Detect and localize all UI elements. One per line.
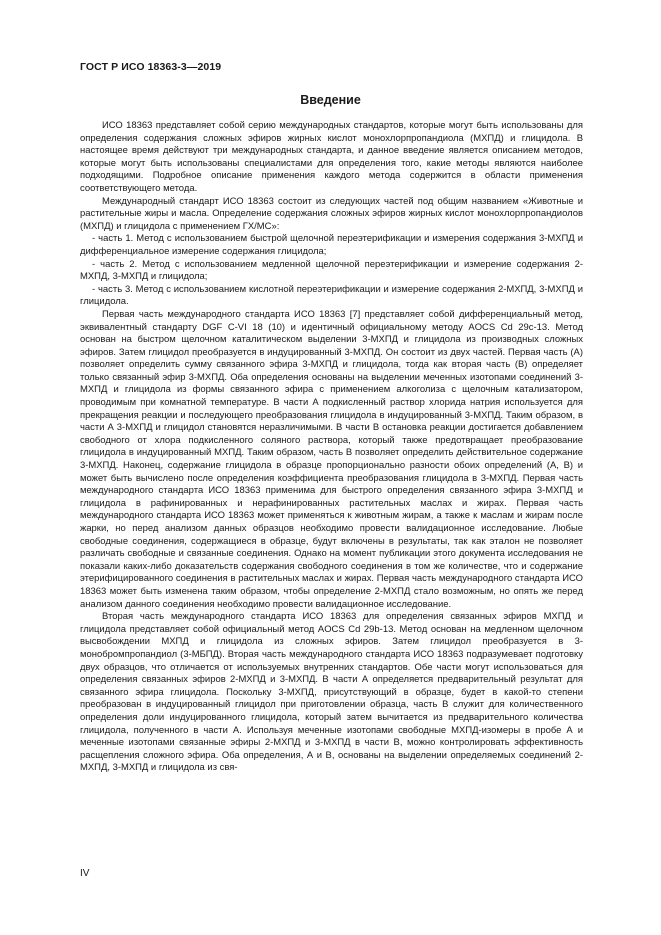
paragraph-parts-list: Международный стандарт ИСО 18363 состоит из следующих частей под общим названием «Животные и растительные жиры и масла. Определение содержания сложных эфиров жирных кислот монохлорпропандиолов (МХПД) и глицидола с применением ГХ/МС»: (80, 195, 583, 232)
paragraph-part-2-description: Вторая часть международного стандарта ИСО 18363 для определения связанных эфиров МХПД и глицидола представляет собой официальный метод AOCS Cd 29b-13. Метод основан на медленном щелочном высвобождении МХПД и глицидола из сложных эфиров. Затем глицидол преобразуется в 3-монобромпропандиол (3-МБПД). Вторая часть международного стандарта ИСО 18363 подразумевает подготовку двух образцов, что отличается от используемых внутренних стандартов. Обе части могут использоваться для определения связанных эфиров 2-МХПД и 3-МХПД. В части А определяется предварительный результат для связанного эфира глицидола. Поскольку 3-МХПД, присутствующий в образце, будет в какой-то степени преобразован в индуцированный глицидол при приготовлении образца, часть В служит для количественного определения доли индуцированного глицидола, который затем вычитается из предварительного количества глицидола, полученного в части А. Используя меченные изотопами свободные МХПД-изомеры в пробе А и меченные изотопами связанные эфиры 2-МХПД и 3-МХПД в части В, можно контролировать эффективность расщепления сложного эфира. Оба определения, А и В, основаны на выделении определяемых соединений 2-МХПД, 3-МХПД и глицидола из свя- (80, 611, 583, 774)
body-text (80, 120, 583, 775)
paragraph-intro: ИСО 18363 представляет собой серию международных стандартов, которые могут быть использованы для определения содержания сложных эфиров жирных кислот монохлорпропандиола (МХПД) и глицидола. В настоящее время действуют три международных стандарта, и данное введение является описанием методов, которые могут быть использованы специалистами для определения того, какие методы являются наиболее подходящими. Подробное описание применения каждого метода содержится в области применения соответствующего метода. (80, 120, 583, 194)
page-number: IV (80, 868, 90, 879)
list-item-part-2: - часть 2. Метод с использованием медленной щелочной переэтерификации и измерение содержания 2-МХПД, 3-МХПД и глицидола; (80, 258, 583, 283)
standard-header: ГОСТ Р ИСО 18363-3—2019 (80, 61, 222, 73)
paragraph-part-1-description: Первая часть международного стандарта ИСО 18363 [7] представляет собой дифференциальный метод, эквивалентный стандарту DGF C-VI 18 (10) и идентичный официальному методу AOCS Cd 29c-13. Метод основан на быстром щелочном каталитическом выделении 3-МХПД и глицидола из производных сложных эфиров. Затем глицидол преобразуется в индуцированный 3-МХПД. Он состоит из двух частей. Первая часть (А) позволяет определить сумму связанного эфира 3-МХПД и глицидола, тогда как вторая часть (В) определяет только связанный эфир 3-МХПД. Оба определения основаны на выделении меченных изотопами соединений 3-МХПД и глицидола из формы связанного эфира с применением алкоголиза с щелочным катализатором, проводимым при комнатной температуре. В части А подкисленный раствор хлорида натрия используется для прекращения реакции и последующего преобразования глицидола в индуцированный 3-МХПД. Таким образом, в части А 3-МХПД и глицидол становятся неразличимыми. В части В остановка реакции достигается добавлением свободного от хлора подкисленного соляного раствора, который также предотвращает преобразование глицидола в индуцированный МХПД. Таким образом, часть В позволяет определить действительное содержание 3-МХПД. Наконец, содержание глицидола в образце пропорционально разности обоих определений (А, В) и может быть вычислено после определения коэффициента преобразования глицидола в 3-МХПД. Первая часть международного стандарта ИСО 18363 применима для быстрого определения связанного эфира 3-МХПД и глицидола в рафинированных и нерафинированных растительных маслах и жирах. Первая часть международного стандарта ИСО 18363 может применяться к животным жирам, а также к маслам и жирам после жарки, но перед анализом данных образцов необходимо провести валидационное исследование. Любые свободные соединения, содержащиеся в образце, будут включены в результаты, так как эталон не позволяет различать свободные и связанные соединения. Однако на момент публикации этого документа исследования не показали каких-либо доказательств содержания свободного соединения в том же количестве, что и содержание этерифицированного соединения в растительных маслах и жирах. Первая часть международного стандарта ИСО 18363 может быть изменена таким образом, чтобы определение 2-МХПД стало возможным, но опять же перед анализом данного соединения необходимо провести валидационное исследование. (80, 308, 583, 610)
list-item-part-1: - часть 1. Метод с использованием быстрой щелочной переэтерификации и измерения содержания 3-МХПД и дифференциальное измерение содержания глицидола; (80, 233, 583, 257)
list-item-part-3: - часть 3. Метод с использованием кислотной переэтерификации и измерение содержания 2-МХПД, 3-МХПД и глицидола. (80, 283, 583, 308)
section-title: Введение (300, 93, 361, 107)
